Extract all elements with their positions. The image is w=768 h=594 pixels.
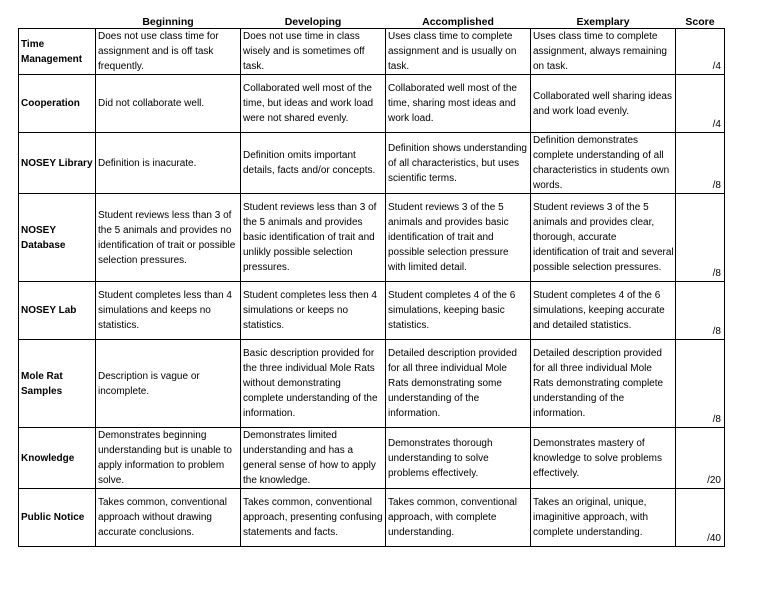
beginning-cell: Definition is inacurate. <box>96 133 241 194</box>
developing-cell: Takes common, conventional approach, presenting confusing statements and facts. <box>241 489 386 547</box>
table-row <box>19 194 725 282</box>
score-cell: /8 <box>676 340 725 428</box>
exemplary-cell: Takes an original, unique, imaginitive approach, with complete understanding. <box>531 489 676 547</box>
table-row <box>19 428 725 489</box>
header-exemplary: Exemplary <box>576 16 630 28</box>
score-cell: /20 <box>676 428 725 489</box>
exemplary-cell: Collaborated well sharing ideas and work load evenly. <box>531 75 676 133</box>
header-score: Score <box>685 16 715 28</box>
accomplished-cell: Uses class time to complete assignment and is usually on task. <box>386 29 531 75</box>
rubric-table <box>18 12 725 547</box>
table-row <box>19 489 725 547</box>
exemplary-cell: Uses class time to complete assignment, always remaining on task. <box>531 29 676 75</box>
table-row <box>19 133 725 194</box>
developing-cell: Student completes less then 4 simulations or keeps no statistics. <box>241 282 386 340</box>
table-row <box>19 75 725 133</box>
criterion-cell: Knowledge <box>19 428 96 489</box>
score-cell: /8 <box>676 133 725 194</box>
header-criterion <box>19 12 96 29</box>
score-cell: /40 <box>676 489 725 547</box>
exemplary-cell: Student completes 4 of the 6 simulations, keeping accurate and detailed statistics. <box>531 282 676 340</box>
beginning-cell: Did not collaborate well. <box>96 75 241 133</box>
beginning-cell: Student reviews less than 3 of the 5 animals and provides no identification of trait or possible selection pressures. <box>96 194 241 282</box>
criterion-cell: NOSEY Lab <box>19 282 96 340</box>
beginning-cell: Takes common, conventional approach without drawing accurate conclusions. <box>96 489 241 547</box>
table-row <box>19 29 725 75</box>
developing-cell: Definition omits important details, facts and/or concepts. <box>241 133 386 194</box>
accomplished-cell: Demonstrates thorough understanding to solve problems effectively. <box>386 428 531 489</box>
developing-cell: Student reviews less than 3 of the 5 animals and provides basic identification of trait and unlikly possible selection pressures. <box>241 194 386 282</box>
header-accomplished: Accomplished <box>422 16 494 28</box>
accomplished-cell: Detailed description provided for all three individual Mole Rats demonstrating some understanding of the information. <box>386 340 531 428</box>
accomplished-cell: Student reviews 3 of the 5 animals and provides basic identification of trait and possible selection pressure with limited detail. <box>386 194 531 282</box>
beginning-cell: Demonstrates beginning understanding but is unable to apply information to problem solve. <box>96 428 241 489</box>
developing-cell: Demonstrates limited understanding and has a general sense of how to apply the knowledge. <box>241 428 386 489</box>
exemplary-cell: Student reviews 3 of the 5 animals and provides clear, thorough, accurate identification of trait and several possible selection pressures. <box>531 194 676 282</box>
beginning-cell: Student completes less than 4 simulations and keeps no statistics. <box>96 282 241 340</box>
header-row <box>19 12 725 29</box>
developing-cell: Does not use time in class wisely and is sometimes off task. <box>241 29 386 75</box>
criterion-cell: NOSEY Database <box>19 194 96 282</box>
exemplary-cell: Demonstrates mastery of knowledge to solve problems effectively. <box>531 428 676 489</box>
developing-cell: Collaborated well most of the time, but ideas and work load were not shared evenly. <box>241 75 386 133</box>
criterion-cell: Public Notice <box>19 489 96 547</box>
accomplished-cell: Definition shows understanding of all characteristics, but uses scientific terms. <box>386 133 531 194</box>
score-cell: /4 <box>676 29 725 75</box>
accomplished-cell: Takes common, conventional approach, with complete understanding. <box>386 489 531 547</box>
score-cell: /4 <box>676 75 725 133</box>
criterion-cell: NOSEY Library <box>19 133 96 194</box>
header-developing: Developing <box>284 16 342 28</box>
developing-cell: Basic description provided for the three individual Mole Rats without demonstrating complete understanding of the information. <box>241 340 386 428</box>
accomplished-cell: Student completes 4 of the 6 simulations, keeping basic statistics. <box>386 282 531 340</box>
header-beginning: Beginning <box>142 16 194 28</box>
criterion-cell: Cooperation <box>19 75 96 133</box>
criterion-cell: Mole Rat Samples <box>19 340 96 428</box>
exemplary-cell: Detailed description provided for all three individual Mole Rats demonstrating complete understanding of the information. <box>531 340 676 428</box>
table-row <box>19 282 725 340</box>
score-cell: /8 <box>676 194 725 282</box>
score-cell: /8 <box>676 282 725 340</box>
exemplary-cell: Definition demonstrates complete understanding of all characteristics in students own words. <box>531 133 676 194</box>
accomplished-cell: Collaborated well most of the time, sharing most ideas and work load. <box>386 75 531 133</box>
criterion-cell: Time Management <box>19 29 96 75</box>
beginning-cell: Does not use class time for assignment and is off task frequently. <box>96 29 241 75</box>
beginning-cell: Description is vague or incomplete. <box>96 340 241 428</box>
table-row <box>19 340 725 428</box>
